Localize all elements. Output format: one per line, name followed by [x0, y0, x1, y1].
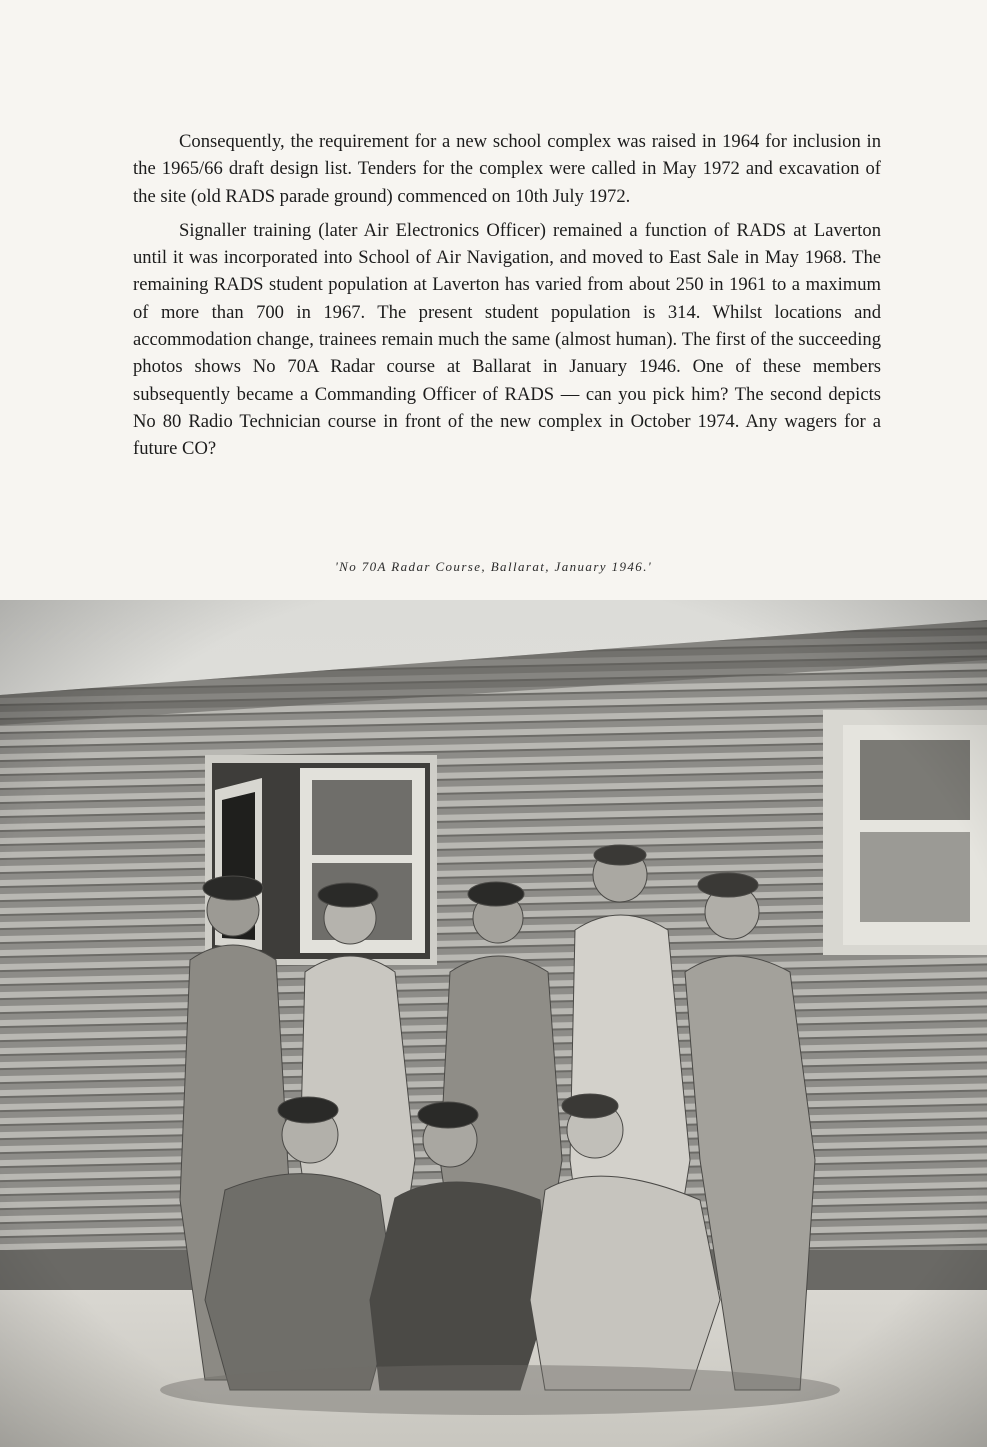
paragraph-1: Consequently, the requirement for a new school complex was raised in 1964 for inclusion in the 1965/66 draft design list. Tenders for the complex were called in May 1972 and excavation of the site (old RADS parade ground) commenced on 10th July 1972.	[133, 131, 881, 207]
group-photo	[0, 600, 987, 1447]
body-text	[133, 128, 881, 470]
paragraph-2: Signaller training (later Air Electronics Officer) remained a function of RADS at Laverton until it was incorporated into School of Air Navigation, and moved to East Sale in May 1968. The remaining RADS student population at Laverton has varied from about 250 in 1961 to a maximum of more than 700 in 1967. The present student population is 314. Whilst locations and accommodation change, trainees remain much the same (almost human). The first of the succeeding photos shows No 70A Radar course at Ballarat in January 1946. One of these members subsequently became a Commanding Officer of RADS — can you pick him? The second depicts No 80 Radio Technician course in front of the new complex in October 1974. Any wagers for a future CO?	[133, 219, 881, 460]
photo-caption: 'No 70A Radar Course, Ballarat, January 1946.'	[334, 559, 653, 574]
